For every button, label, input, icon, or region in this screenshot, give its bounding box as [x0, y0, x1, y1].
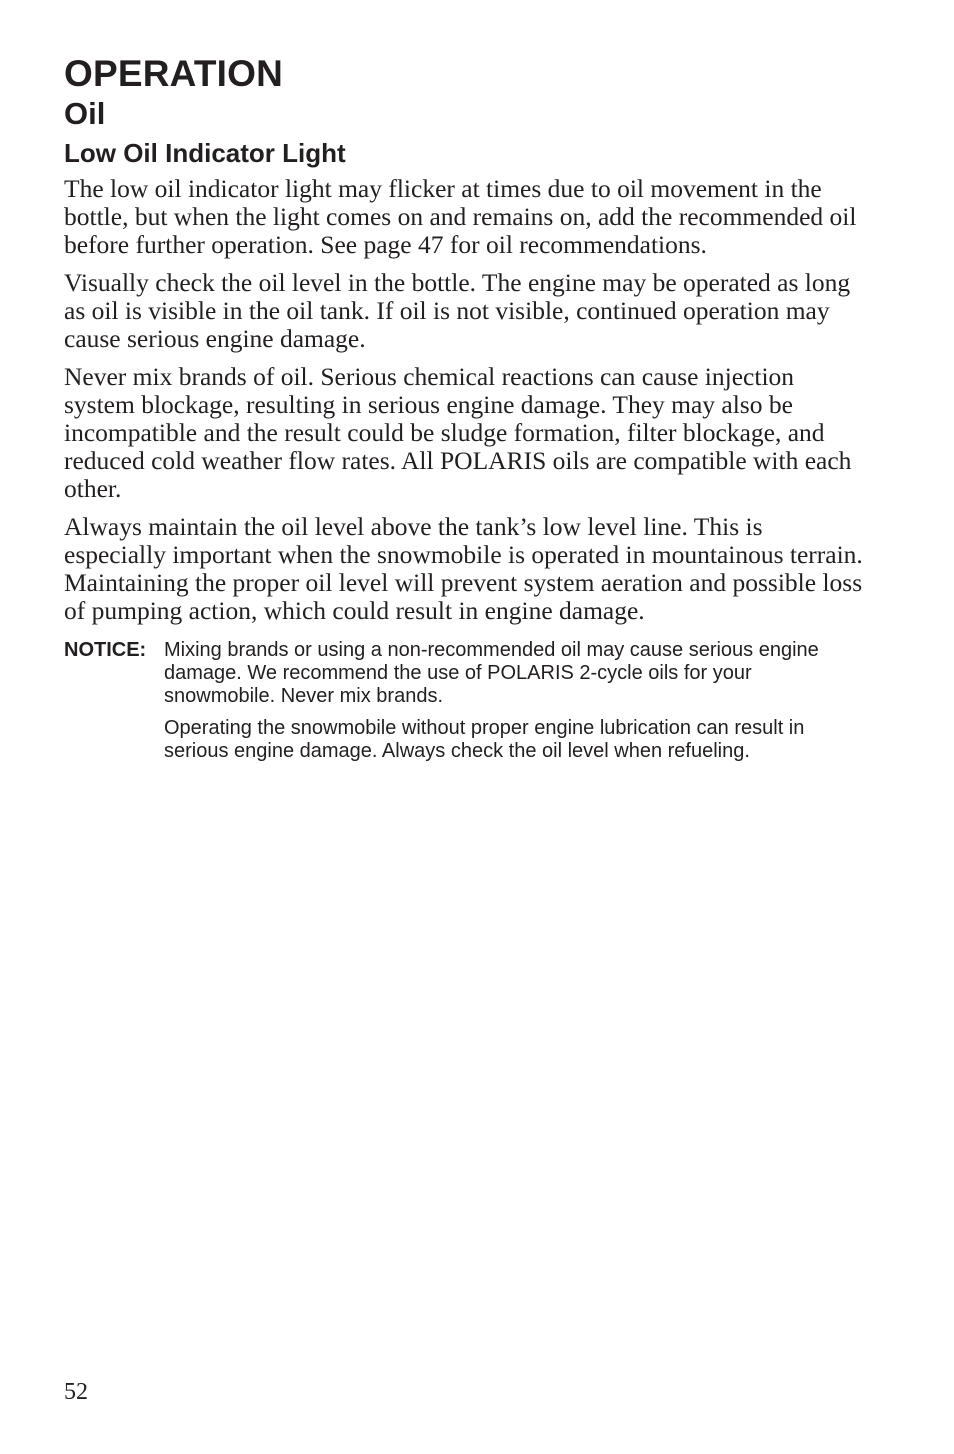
notice-paragraph: Operating the snowmobile without proper engine lubrication can result in serious engine damage. Always check the oil level when refueling.: [164, 717, 805, 762]
subtopic-title: Low Oil Indicator Light: [64, 138, 346, 168]
notice-block: [64, 639, 864, 772]
notice-label: NOTICE:: [64, 639, 147, 661]
notice-body: [164, 639, 864, 772]
topic-title: Oil: [64, 96, 106, 131]
notice-paragraph: Mixing brands or using a non-recommended oil may cause serious engine damage. We recommend the use of POLARIS 2-cycle oils for your snowmobile. Never mix brands.: [164, 639, 819, 707]
page-number: 52: [64, 1379, 88, 1405]
body-paragraph: Never mix brands of oil. Serious chemical reactions can cause injection system blockage, resulting in serious engine damage. They may also be incompatible and the result could be sludge formation, filter blockage, and reduced cold weather flow rates. All POLARIS oils are compatible with each other.: [64, 362, 852, 503]
body-paragraph: Visually check the oil level in the bottle. The engine may be operated as long as oil is visible in the oil tank. If oil is not visible, continued operation may cause serious engine damage.: [64, 268, 851, 353]
page-content: [64, 52, 864, 772]
section-title: OPERATION: [64, 53, 284, 94]
body-paragraph: Always maintain the oil level above the tank’s low level line. This is especially important when the snowmobile is operated in mountainous terrain. Maintaining the proper oil level will prevent system aeration and possible loss of pumping action, which could result in engine damage.: [64, 512, 863, 625]
body-paragraph: The low oil indicator light may flicker at times due to oil movement in the bottle, but when the light comes on and remains on, add the recommended oil before further operation. See page 47 for oil recommendations.: [64, 174, 857, 259]
